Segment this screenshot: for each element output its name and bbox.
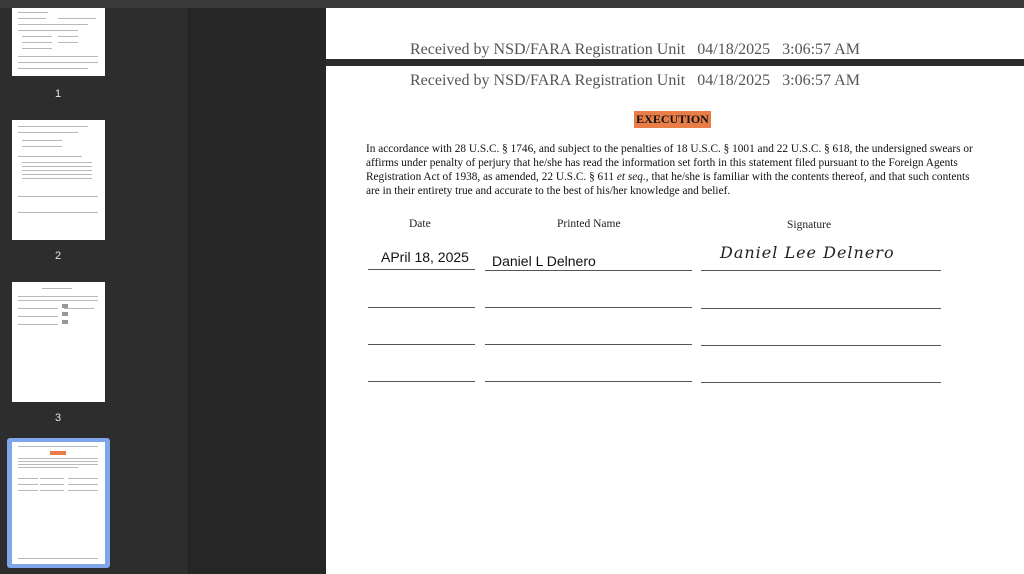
name-line-1 — [485, 270, 692, 271]
registration-stamp: Received by NSD/FARA Registration Unit 04/18/2025 3:06:57 AM — [410, 72, 860, 89]
page-thumbnail-1[interactable] — [12, 8, 105, 76]
signature-line-2 — [701, 308, 941, 309]
date-line-4 — [368, 381, 475, 382]
name-line-2 — [485, 307, 692, 308]
signature-line-1 — [701, 270, 941, 271]
printed-name-column-header: Printed Name — [557, 218, 621, 230]
execution-paragraph: In accordance with 28 U.S.C. § 1746, and subject to the penalties of 18 U.S.C. § 1001 and 22 U.S.C. § 618, the undersigned swears or affirms under penalty of perjury that he/she has read the information set forth in this statement filed pursuant to the Foreign Agents Registration Act of 1938, as amended, 22 U.S.C. § 611 et seq., that he/she is familiar with the contents thereof, and that such contents are in their entirety true and accurate to the best of his/her knowledge and belief. — [366, 143, 973, 197]
name-line-3 — [485, 344, 692, 345]
signature-field[interactable]: Daniel Lee Delnero — [720, 243, 895, 262]
previous-page-stamp: Received by NSD/FARA Registration Unit 04/18/2025 3:06:57 AM — [410, 41, 860, 58]
viewer-margin — [189, 8, 326, 574]
page-thumbnail-3[interactable] — [12, 282, 105, 402]
execution-heading: EXECUTION — [634, 111, 711, 128]
page-number-2: 2 — [54, 250, 62, 262]
signature-line-4 — [701, 382, 941, 383]
date-line-1 — [368, 269, 475, 270]
page-thumbnail-4[interactable] — [12, 442, 105, 564]
date-line-2 — [368, 307, 475, 308]
signature-line-3 — [701, 345, 941, 346]
signature-column-header: Signature — [787, 219, 832, 231]
name-line-4 — [485, 381, 692, 382]
page-thumbnail-2[interactable] — [12, 120, 105, 240]
date-column-header: Date — [409, 218, 431, 230]
page-number-1: 1 — [54, 88, 62, 100]
date-field[interactable]: APril 18, 2025 — [381, 249, 469, 265]
top-toolbar-strip — [0, 0, 1024, 8]
date-line-3 — [368, 344, 475, 345]
page-number-3: 3 — [54, 412, 62, 424]
printed-name-field[interactable]: Daniel L Delnero — [492, 253, 596, 269]
